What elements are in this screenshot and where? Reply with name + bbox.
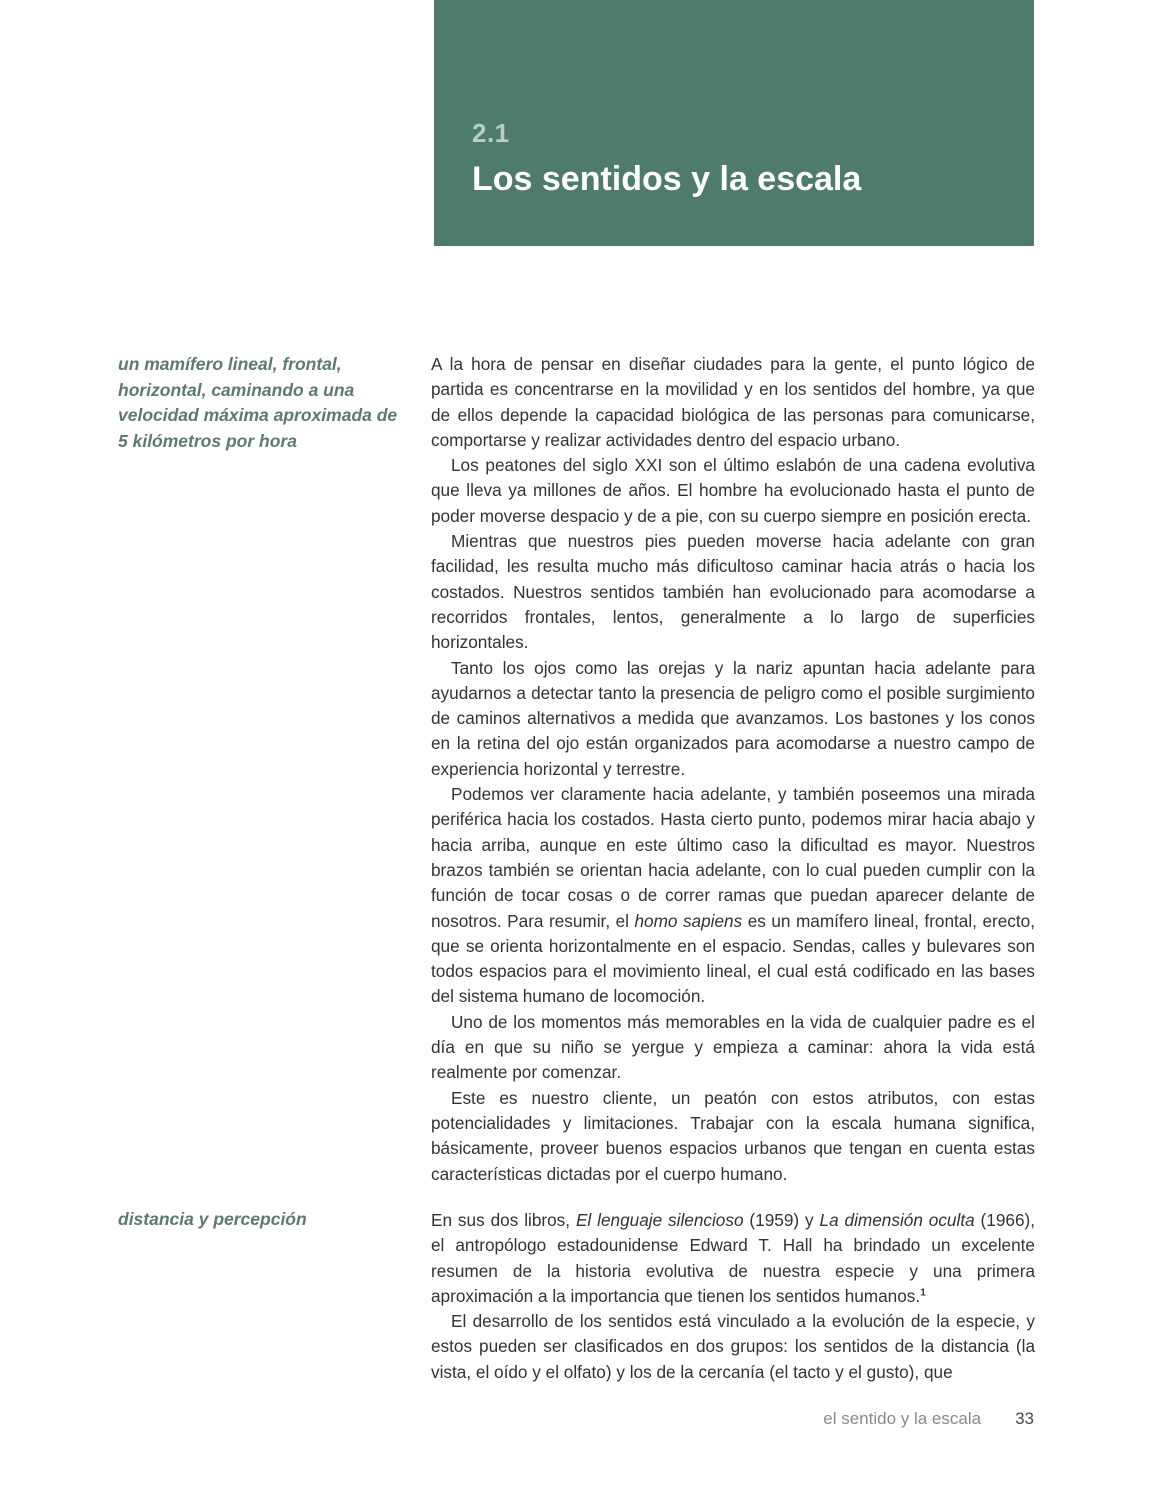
- paragraph: A la hora de pensar en diseñar ciudades para la gente, el punto lógico de partida es concentrarse en la movilidad y en los sentidos del hombre, ya que de ellos depende la capacidad biológica de las personas para comunicarse, comportarse y realizar actividades dentro del espacio urbano.: [431, 354, 1035, 450]
- text-run: (1966), el antropólogo estadounidense Edward T. Hall ha brindado un excelente resumen de la historia evolutiva de nuestra especie y una primera aproximación a la importancia que tienen los sentidos humanos.: [431, 1210, 1036, 1306]
- text-run: Podemos ver claramente hacia adelante, y también poseemos una mirada periférica hacia los costados. Hasta cierto punto, podemos mirar hacia abajo y hacia arriba, aunque en este último caso la dificultad es mayor. Nuestros brazos también se orientan hacia adelante, con lo cual pueden cumplir con la función de tocar cosas o de correr ramas que puedan aparecer delante de nosotros. Para resumir, el: [431, 784, 1035, 931]
- paragraph: [431, 1208, 1035, 1309]
- margin-note-distance: distancia y percepción: [118, 1209, 307, 1229]
- page-footer: [823, 1409, 1034, 1429]
- body-text-main: [431, 352, 1035, 1187]
- paragraph: Este es nuestro cliente, un peatón con estos atributos, con estas potencialidades y limitaciones. Trabajar con la escala humana significa, básicamente, proveer buenos espacios urbanos que tengan en cuenta estas características dictadas por el cuerpo humano.: [431, 1087, 1035, 1184]
- book-title: El lenguaje silencioso: [575, 1210, 744, 1230]
- paragraph: Tanto los ojos como las orejas y la nariz apuntan hacia adelante para ayudarnos a detectar tanto la presencia de peligro como el posible surgimiento de caminos alternativos a medida que avanzamos. Los bastones y los conos en la retina del ojo están organizados para acomodarse a nuestro campo de experiencia horizontal y terrestre.: [431, 657, 1035, 779]
- body-text-distance: [431, 1208, 1035, 1385]
- paragraph: [431, 782, 1035, 1010]
- paragraph: Mientras que nuestros pies pueden moverse hacia adelante con gran facilidad, les resulta mucho más dificultoso caminar hacia atrás o hacia los costados. Nuestros sentidos también han evolucionado para acomodarse a recorridos frontales, lentos, generalmente a lo largo de superficies horizontales.: [431, 531, 1035, 653]
- paragraph: Los peatones del siglo XXI son el último eslabón de una cadena evolutiva que lleva ya millones de años. El hombre ha evolucionado hasta el punto de poder moverse despacio y de a pie, con su cuerpo siempre en posición erecta.: [431, 455, 1035, 526]
- footnote-marker[interactable]: 1: [920, 1287, 926, 1299]
- page-number: 33: [1015, 1409, 1034, 1428]
- text-run: En sus dos libros,: [431, 1210, 576, 1230]
- section-number: 2.1: [472, 118, 510, 148]
- text-run: (1959) y: [743, 1210, 820, 1230]
- margin-note-mammal: un mamífero lineal, frontal, horizontal, caminando a una velocidad máxima aproximada de 5 kilómetros por hora: [118, 354, 398, 451]
- running-title: el sentido y la escala: [823, 1409, 982, 1428]
- chapter-header: [434, 0, 1034, 246]
- book-title: La dimensión oculta: [819, 1210, 975, 1230]
- italic-term: homo sapiens: [634, 910, 743, 931]
- paragraph: El desarrollo de los sentidos está vinculado a la evolución de la especie, y estos pueden ser clasificados en dos grupos: los sentidos de la distancia (la vista, el oído y el olfato) y los de la cercanía (el tacto y el gusto), que: [431, 1311, 1035, 1382]
- paragraph: Uno de los momentos más memorables en la vida de cualquier padre es el día en que su niño se yergue y empieza a caminar: ahora la vida está realmente por comenzar.: [431, 1011, 1035, 1083]
- section-title: Los sentidos y la escala: [472, 160, 862, 198]
- text-run: es un mamífero lineal, frontal, erecto, que se orienta horizontalmente en el espacio. Sendas, calles y bulevares son todos espacios para el movimiento lineal, el cual está codificado en las bases del sistema humano de locomoción.: [431, 910, 1035, 1007]
